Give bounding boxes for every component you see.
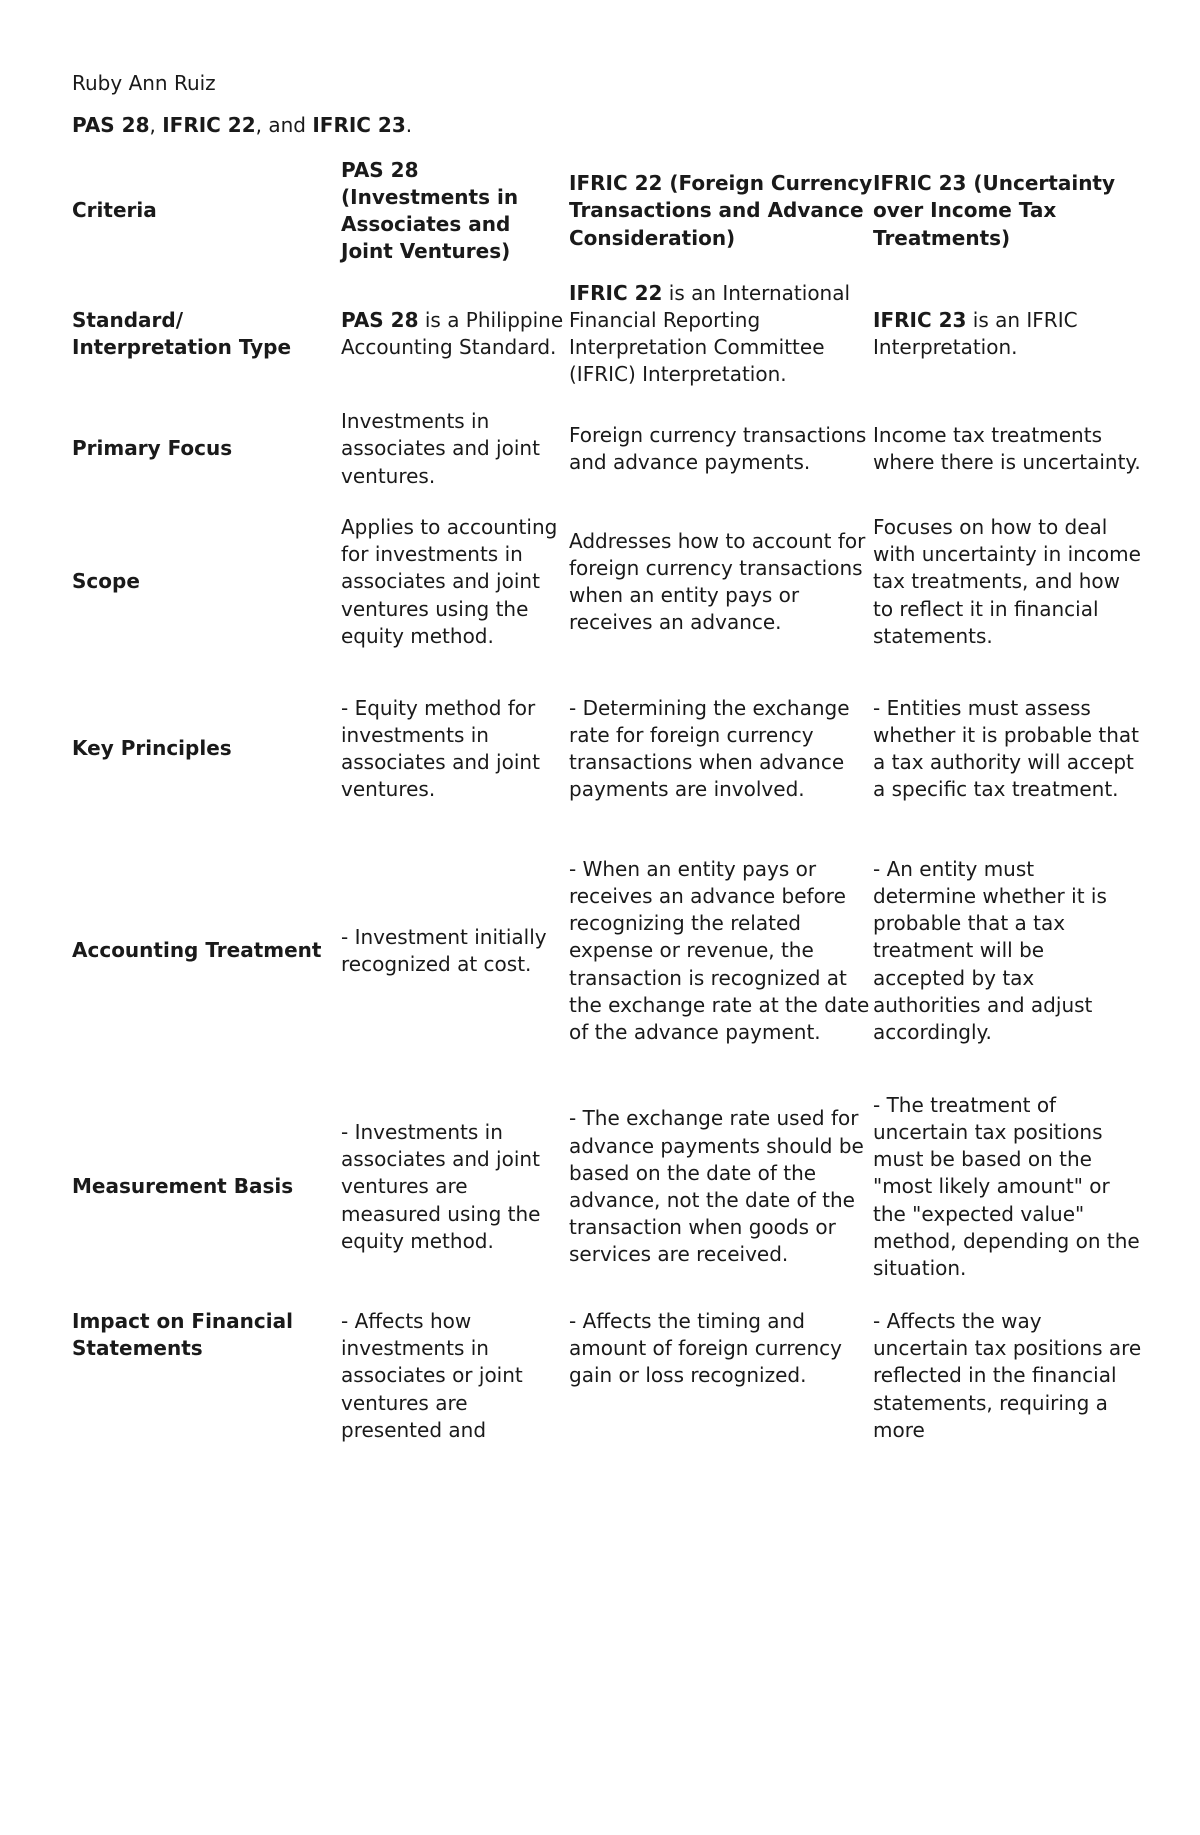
cell-treatment-ifric23: - An entity must determine whether it is probable that a tax treatment will be accepted by tax authorities and adjust accordingly. bbox=[873, 856, 1107, 1044]
table-header-row bbox=[72, 153, 1142, 269]
header-criteria: Criteria bbox=[72, 198, 157, 223]
cell-impact-pas28: - Affects how investments in associates or joint ventures are presented and bbox=[341, 1309, 523, 1442]
table-row-measurement bbox=[72, 1069, 1142, 1305]
cell-type-pas28 bbox=[341, 269, 569, 399]
subject-ifric22: IFRIC 22 bbox=[162, 113, 256, 137]
cell-impact-ifric23: - Affects the way uncertain tax positions are reflected in the financial statements, requiring a more bbox=[873, 1309, 1142, 1442]
cell-treatment-pas28: - Investment initially recognized at cost. bbox=[341, 924, 547, 976]
subject-pas28: PAS 28 bbox=[72, 113, 150, 137]
subject-ifric23: IFRIC 23 bbox=[312, 113, 406, 137]
cell-type-ifric23-text: is an IFRIC Interpretation. bbox=[873, 307, 1078, 359]
subject-sep2: , and bbox=[255, 113, 313, 137]
subject-end: . bbox=[405, 113, 413, 137]
header-ifric22: IFRIC 22 (Foreign Currency Transactions and Advance Consideration) bbox=[569, 171, 873, 250]
subject-sep1: , bbox=[149, 113, 163, 137]
cell-focus-ifric23: Income tax treatments where there is uncertainty. bbox=[873, 422, 1141, 474]
cell-measurement-ifric22: - The exchange rate used for advance payments should be based on the date of the advance, not the date of the transaction when goods or services are received. bbox=[569, 1106, 864, 1267]
cell-focus-pas28: Investments in associates and joint ventures. bbox=[341, 409, 540, 488]
cell-scope-pas28: Applies to accounting for investments in associates and joint ventures using the equity method. bbox=[341, 514, 558, 648]
cell-scope-ifric23: Focuses on how to deal with uncertainty in income tax treatments, and how to reflect it in financial statements. bbox=[873, 514, 1141, 648]
cell-principles-pas28: - Equity method for investments in associates and joint ventures. bbox=[341, 695, 540, 802]
cell-treatment-ifric22: - When an entity pays or receives an advance before recognizing the related expense or revenue, the transaction is recognized at the exchange rate at the date of the advance payment. bbox=[569, 856, 870, 1044]
cell-type-ifric22 bbox=[569, 269, 873, 399]
cell-scope-ifric22: Addresses how to account for foreign currency transactions when an entity pays or receives an advance. bbox=[569, 528, 866, 635]
cell-type-pas28-bold: PAS 28 bbox=[341, 307, 419, 332]
cell-measurement-pas28: - Investments in associates and joint ventures are measured using the equity method. bbox=[341, 1119, 541, 1253]
cell-principles-ifric23: - Entities must assess whether it is probable that a tax authority will accept a specific tax treatment. bbox=[873, 695, 1140, 802]
table-row-principles bbox=[72, 665, 1142, 833]
table-row-scope bbox=[72, 499, 1142, 665]
table-row-treatment bbox=[72, 833, 1142, 1069]
criteria-principles: Key Principles bbox=[72, 736, 232, 761]
header-ifric23: IFRIC 23 (Uncertainty over Income Tax Treatments) bbox=[873, 171, 1116, 250]
cell-type-ifric22-bold: IFRIC 22 bbox=[569, 280, 663, 305]
header-pas28: PAS 28 (Investments in Associates and Joint Ventures) bbox=[341, 157, 519, 264]
cell-measurement-ifric23: - The treatment of uncertain tax positions must be based on the "most likely amount" or the "expected value" method, depending on the situation. bbox=[873, 1092, 1140, 1280]
criteria-treatment: Accounting Treatment bbox=[72, 938, 322, 963]
document-subject bbox=[72, 112, 412, 138]
author-name: Ruby Ann Ruiz bbox=[72, 71, 216, 95]
table-row-impact bbox=[72, 1305, 1142, 1447]
cell-type-ifric22-text: is an International Financial Reporting Interpretation Committee (IFRIC) Interpretation. bbox=[569, 280, 851, 387]
cell-type-ifric23 bbox=[873, 269, 1142, 399]
comparison-table bbox=[72, 153, 1142, 1447]
cell-type-ifric23-bold: IFRIC 23 bbox=[873, 307, 967, 332]
criteria-measurement: Measurement Basis bbox=[72, 1174, 294, 1199]
table-row-type bbox=[72, 269, 1142, 399]
cell-type-pas28-text: is a Philippine Accounting Standard. bbox=[341, 307, 564, 359]
table-row-focus bbox=[72, 399, 1142, 499]
cell-impact-ifric22: - Affects the timing and amount of foreign currency gain or loss recognized. bbox=[569, 1309, 842, 1388]
criteria-impact: Impact on Financial Statements bbox=[72, 1309, 293, 1361]
cell-focus-ifric22: Foreign currency transactions and advance payments. bbox=[569, 422, 867, 474]
criteria-focus: Primary Focus bbox=[72, 436, 233, 461]
criteria-type: Standard/ Interpretation Type bbox=[72, 307, 292, 359]
criteria-scope: Scope bbox=[72, 569, 140, 594]
cell-principles-ifric22: - Determining the exchange rate for foreign currency transactions when advance payments are involved. bbox=[569, 695, 850, 802]
